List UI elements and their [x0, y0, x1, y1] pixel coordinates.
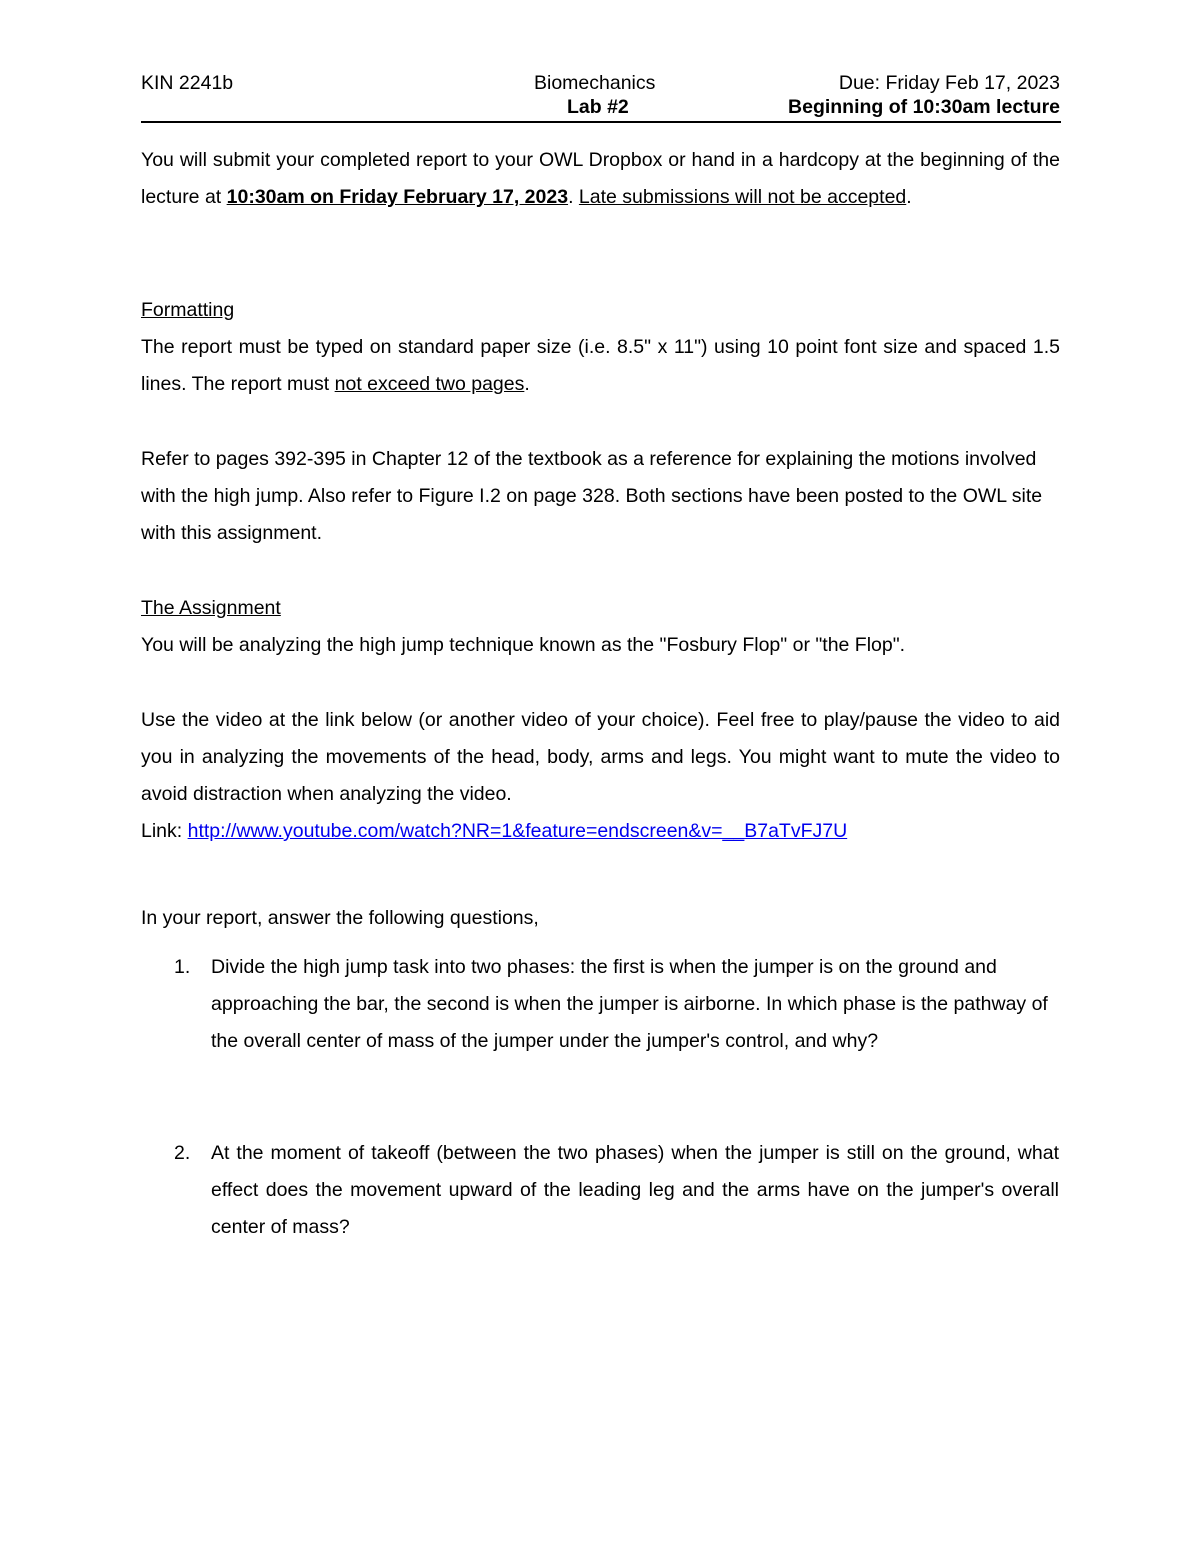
due-time: Beginning of 10:30am lecture	[788, 96, 1060, 118]
formatting-heading: Formatting	[141, 299, 235, 321]
due-date: Due: Friday Feb 17, 2023	[838, 72, 1060, 94]
question-text: Divide the high jump task into two phases: the first is when the jumper is on the ground and approaching the bar, the second is when the jumper is airborne. In which phase is the pathway of the overall center of mass of the jumper under the jumper's control, and why?	[211, 956, 1048, 1053]
assignment-heading: The Assignment	[141, 597, 281, 619]
reference-paragraph: Refer to pages 392-395 in Chapter 12 of the textbook as a reference for explaining the motions involved with the high jump. Also refer to Figure I.2 on page 328. Both sections have been posted to the OWL site with this assignment.	[141, 448, 1043, 545]
deadline-text: 10:30am on Friday February 17, 2023	[226, 186, 569, 209]
assignment-paragraph: You will be analyzing the high jump technique known as the "Fosbury Flop" or "the Flop".	[141, 634, 906, 656]
late-policy-text: Late submissions will not be accepted	[578, 186, 907, 209]
link-label: Link:	[141, 820, 188, 842]
video-link[interactable]: http://www.youtube.com/watch?NR=1&feature=endscreen&v=__B7aTvFJ7U	[187, 820, 848, 842]
lab-number: Lab #2	[567, 96, 629, 118]
question-text: At the moment of takeoff (between the two phases) when the jumper is still on the ground, what effect does the movement upward of the leading leg and the arms have on the jumper's overall center of mass?	[211, 1142, 1059, 1239]
video-paragraph: Use the video at the link below (or another video of your choice). Feel free to play/pause the video to aid you in analyzing the movements of the head, body, arms and legs. You might want to mute the video to avoid distraction when analyzing the video.	[141, 709, 1060, 806]
header-row-bottom	[141, 96, 1060, 122]
course-code: KIN 2241b	[141, 72, 234, 94]
intro-paragraph: You will submit your completed report to your OWL Dropbox or hand in a hardcopy at the beginning of the lecture at 10:30am on Friday February 17, 2023. Late submissions will not be accepted.	[141, 149, 1060, 209]
subject-title: Biomechanics	[534, 72, 656, 94]
questions-intro: In your report, answer the following questions,	[141, 907, 539, 929]
video-link-line	[141, 813, 1060, 850]
question-number: 1.	[174, 956, 191, 978]
question-number: 2.	[174, 1142, 191, 1164]
header-row-top	[141, 72, 1060, 98]
page-limit-text: not exceed two pages	[334, 373, 525, 396]
header-divider	[141, 121, 1061, 123]
formatting-paragraph: The report must be typed on standard paper size (i.e. 8.5" x 11") using 10 point font size and spaced 1.5 lines. The report must not exceed two pages.	[141, 336, 1060, 396]
